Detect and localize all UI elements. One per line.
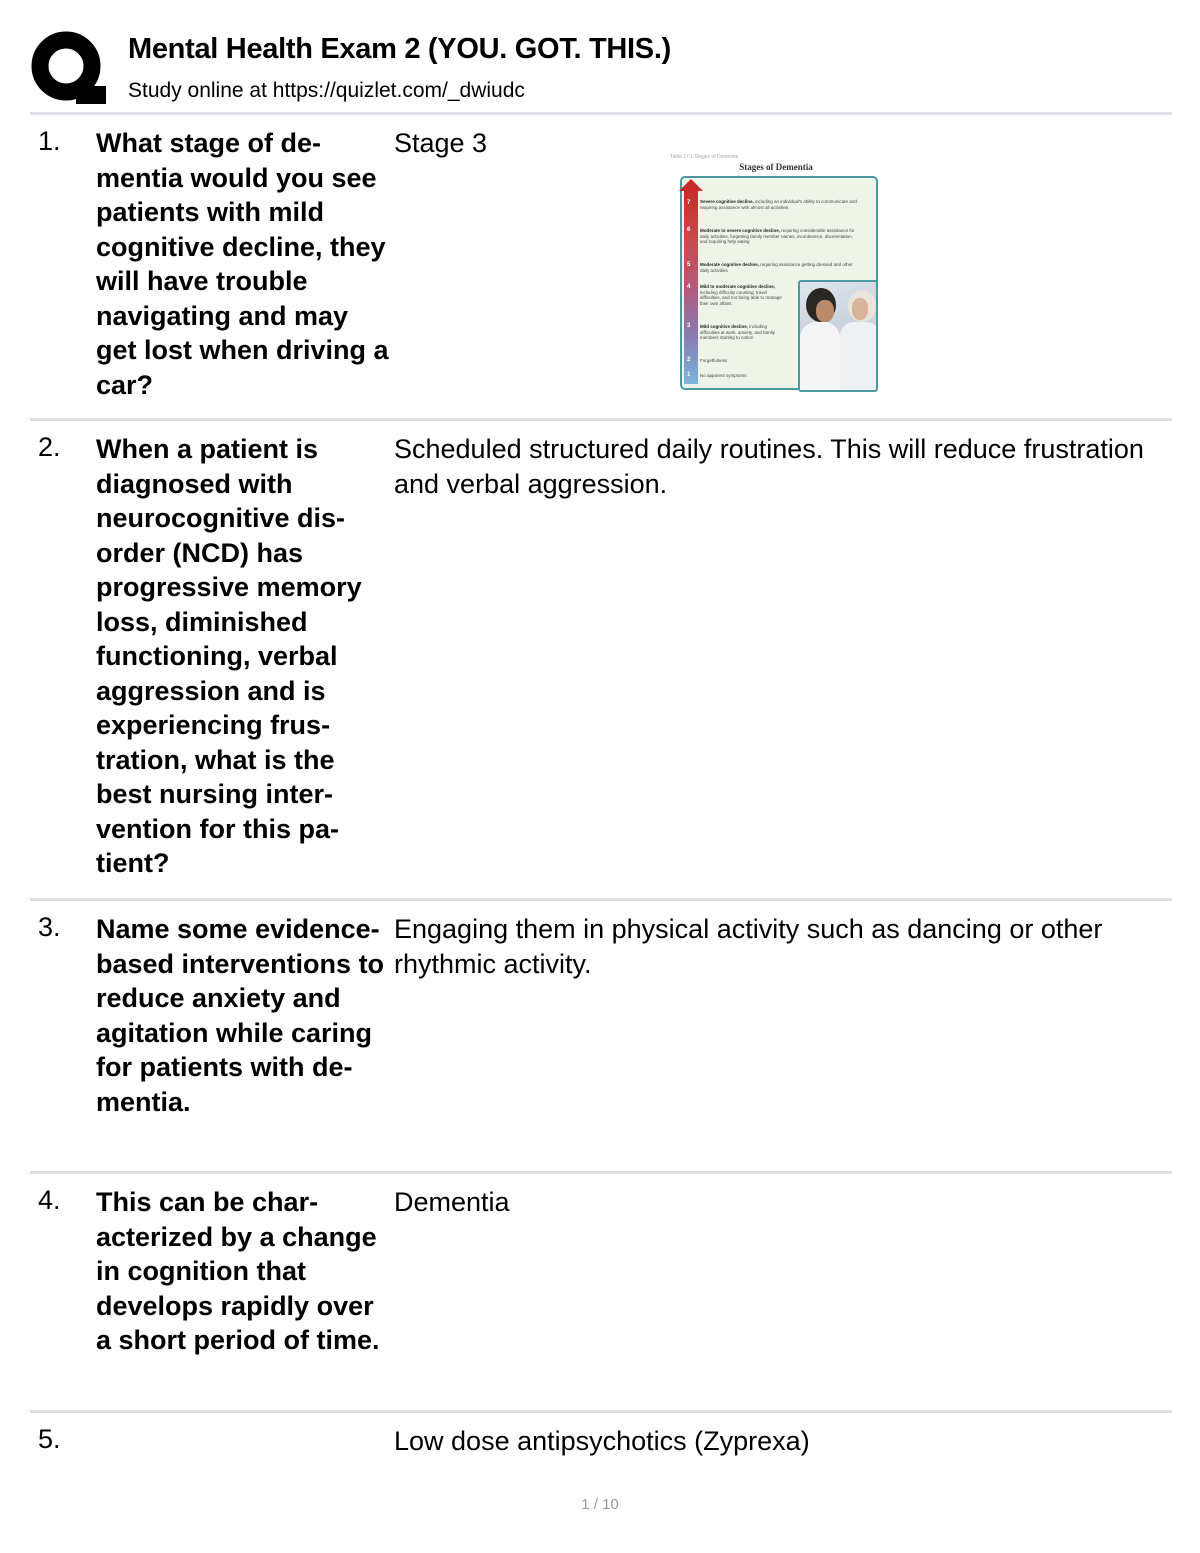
study-link-subtitle[interactable]: Study online at https://quizlet.com/_dwiudc (128, 79, 525, 102)
card-number: 2. (38, 432, 61, 462)
card-term: This can be characterized by a change in cognition that develops rapidly over a short period of time. (96, 1187, 380, 1355)
stage-number: 2 (687, 357, 691, 363)
stage-description: Forgetfulness (700, 358, 728, 363)
photo-figure (852, 298, 868, 320)
photo-figure (840, 322, 878, 392)
divider (30, 112, 1172, 115)
stages-of-dementia-image (670, 154, 882, 394)
stage-description: Mild to moderate cognitive decline, including difficulty counting, travel difficulties, and not being able to manage their own affairs (700, 284, 782, 306)
stage-number: 5 (687, 262, 691, 268)
stage-number: 1 (687, 372, 691, 378)
quizlet-logo-icon (30, 30, 106, 106)
stage-number: 3 (687, 323, 691, 329)
stage-number: 7 (687, 200, 691, 206)
stage-number: 4 (687, 284, 691, 290)
card-term: When a patient is diagnosed with neurocognitive disorder (NCD) has progressive memory loss, diminished functioning, verbal aggression and is experiencing frustration, what is the best nursing intervention for this patient? (96, 434, 362, 878)
page-indicator: 1 / 10 (581, 1496, 619, 1513)
stage-description: Severe cognitive decline, including an individual's ability to communicate and requiring assistance with almost all activities (700, 199, 857, 210)
arrow-up-icon (679, 179, 703, 191)
stage-number: 6 (687, 227, 691, 233)
divider (30, 898, 1172, 901)
card-number: 4. (38, 1185, 61, 1215)
card-definition: Engaging them in physical activity such as dancing or other rhythmic activity. (394, 914, 1103, 979)
card-definition: Low dose antipsychotics (Zyprexa) (394, 1426, 810, 1456)
photo-figure (800, 322, 840, 392)
stage-description: Moderate cognitive decline, requiring assistance getting dressed and other daily activities (700, 262, 853, 273)
card-definition: Scheduled structured daily routines. This will reduce frustration and verbal aggression. (394, 434, 1144, 499)
card-number: 1. (38, 126, 61, 156)
card-term: What stage of dementia would you see patients with mild cognitive decline, they will have trouble navigating and may get lost when driving a car? (96, 128, 389, 400)
divider (30, 1171, 1172, 1174)
stage-description: No apparent symptoms (700, 373, 747, 378)
figure-caption: Table 17.1 Stages of Dementia (670, 154, 739, 160)
card-definition: Dementia (394, 1187, 510, 1217)
caregiver-photo (798, 280, 878, 392)
card-number: 3. (38, 912, 61, 942)
card-definition: Stage 3 (394, 128, 488, 158)
photo-figure (816, 300, 834, 322)
stage-description: Mild cognitive decline, including difficulties at work, anxiety, and family members starting to notice (700, 324, 775, 340)
divider (30, 1410, 1172, 1413)
card-number: 5. (38, 1424, 61, 1454)
card-term: Name some evidence-based interventions to reduce anxiety and agitation while caring for patients with dementia. (96, 914, 385, 1117)
stage-description: Moderate to severe cognitive decline, requiring considerable assistance for daily activities, forgetting family member names, incontinence, disorientation, and requiring help eating (700, 228, 855, 244)
divider (30, 418, 1172, 421)
figure-title: Stages of Dementia (739, 162, 813, 172)
page-title: Mental Health Exam 2 (YOU. GOT. THIS.) (128, 33, 671, 65)
